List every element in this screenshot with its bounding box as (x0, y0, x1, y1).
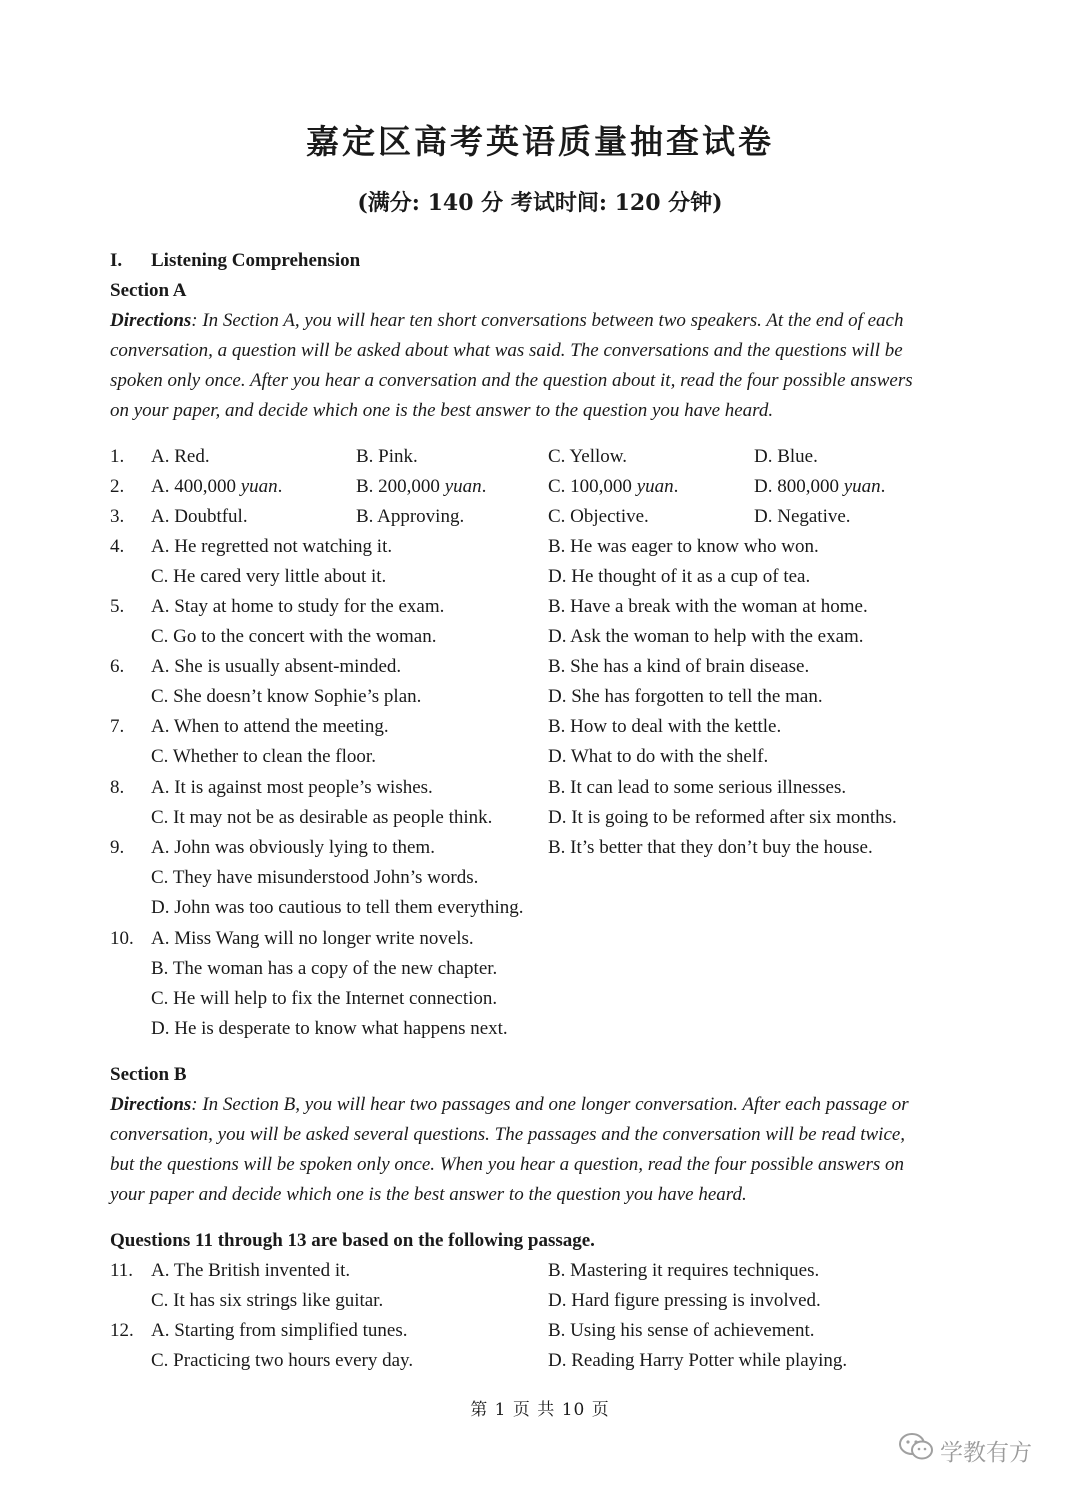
question-number: 12. (110, 1320, 134, 1341)
question-row (0, 712, 1080, 742)
question-row (0, 682, 1080, 712)
section-a-directions-line: conversation, a question will be asked about what was said. The conversations and the questions will be (110, 340, 903, 361)
option-b: B. The woman has a copy of the new chapter. (151, 958, 498, 979)
question-number: 7. (110, 716, 125, 737)
question-group-heading: Questions 11 through 13 are based on the following passage. (110, 1230, 595, 1251)
question-number: 8. (110, 777, 125, 798)
option-d: D. It is going to be reformed after six months. (548, 807, 897, 828)
option-c: C. Yellow. (548, 446, 628, 467)
question-row (0, 622, 1080, 652)
question-row (0, 592, 1080, 622)
question-row (0, 954, 1080, 984)
option-b: B. It can lead to some serious illnesses. (548, 777, 847, 798)
question-number: 4. (110, 536, 125, 557)
question-number: 1. (110, 446, 125, 467)
question-row (0, 863, 1080, 893)
part-label: Listening Comprehension (151, 250, 361, 271)
question-number: 10. (110, 928, 134, 949)
option-a: A. The British invented it. (151, 1260, 351, 1281)
option-d: D. He thought of it as a cup of tea. (548, 566, 811, 587)
option-c: C. He cared very little about it. (151, 566, 387, 587)
option-c: C. It may not be as desirable as people think. (151, 807, 493, 828)
option-d: D. Blue. (754, 446, 818, 467)
option-a: A. Red. (151, 446, 210, 467)
option-d: D. Ask the woman to help with the exam. (548, 626, 864, 647)
question-row (0, 532, 1080, 562)
question-row (0, 1346, 1080, 1376)
page-subtitle: (满分: 140 分 考试时间: 120 分钟) (357, 190, 723, 216)
option-b: B. She has a kind of brain disease. (548, 656, 810, 677)
section-a-directions-line: spoken only once. After you hear a conversation and the question about it, read the four possible answers (110, 370, 913, 391)
question-number: 5. (110, 596, 125, 617)
question-row (0, 472, 1080, 502)
section-a-directions-line: on your paper, and decide which one is the best answer to the question you have heard. (110, 400, 774, 421)
question-row (0, 803, 1080, 833)
wechat-icon (898, 1432, 934, 1468)
section-b-heading: Section B (110, 1064, 187, 1085)
part-heading (110, 246, 360, 276)
question-row (0, 502, 1080, 532)
option-c: C. 100,000 yuan. (548, 476, 679, 497)
option-a: A. She is usually absent-minded. (151, 656, 402, 677)
option-d: D. Hard figure pressing is involved. (548, 1290, 821, 1311)
option-d: D. John was too cautious to tell them everything. (151, 897, 524, 918)
question-row (0, 652, 1080, 682)
option-c: C. They have misunderstood John’s words. (151, 867, 479, 888)
question-number: 2. (110, 476, 125, 497)
option-b: B. Using his sense of achievement. (548, 1320, 815, 1341)
option-c: C. Whether to clean the floor. (151, 746, 376, 767)
section-b-directions-line: but the questions will be spoken only once. When you hear a question, read the four possible answers on (110, 1154, 905, 1175)
option-b: B. Approving. (356, 506, 465, 527)
question-row (0, 1286, 1080, 1316)
section-b-directions-line: conversation, you will be asked several questions. The passages and the conversation will be read twice, (110, 1124, 906, 1145)
part-number: I. (110, 250, 123, 271)
option-a: A. 400,000 yuan. (151, 476, 283, 497)
option-a: A. He regretted not watching it. (151, 536, 393, 557)
question-row (0, 984, 1080, 1014)
question-row (0, 562, 1080, 592)
section-a-directions-line: Directions: In Section A, you will hear ten short conversations between two speakers. At the end of each (110, 310, 904, 331)
option-d: D. He is desperate to know what happens next. (151, 1018, 508, 1039)
watermark (898, 1430, 1032, 1470)
question-row (0, 893, 1080, 923)
option-d: D. Reading Harry Potter while playing. (548, 1350, 848, 1371)
question-row (0, 773, 1080, 803)
question-row (0, 442, 1080, 472)
question-number: 6. (110, 656, 125, 677)
question-row (0, 1014, 1080, 1044)
option-a: A. Doubtful. (151, 506, 248, 527)
option-b: B. Mastering it requires techniques. (548, 1260, 820, 1281)
option-c: C. It has six strings like guitar. (151, 1290, 384, 1311)
option-c: C. Go to the concert with the woman. (151, 626, 437, 647)
option-b: B. 200,000 yuan. (356, 476, 487, 497)
option-c: C. Objective. (548, 506, 649, 527)
option-d: D. What to do with the shelf. (548, 746, 769, 767)
directions-label: Directions (110, 310, 192, 331)
option-a: A. Starting from simplified tunes. (151, 1320, 408, 1341)
directions-label: Directions (110, 1094, 192, 1115)
option-b: B. How to deal with the kettle. (548, 716, 782, 737)
option-a: A. Miss Wang will no longer write novels. (151, 928, 474, 949)
question-row (0, 742, 1080, 772)
option-b: B. It’s better that they don’t buy the house. (548, 837, 873, 858)
option-a: A. When to attend the meeting. (151, 716, 389, 737)
option-d: D. Negative. (754, 506, 851, 527)
option-b: B. He was eager to know who won. (548, 536, 819, 557)
option-c: C. She doesn’t know Sophie’s plan. (151, 686, 422, 707)
page-title: 嘉定区高考英语质量抽查试卷 (306, 122, 774, 161)
option-a: A. John was obviously lying to them. (151, 837, 435, 858)
option-c: C. Practicing two hours every day. (151, 1350, 414, 1371)
question-row (0, 1256, 1080, 1286)
option-c: C. He will help to fix the Internet connection. (151, 988, 498, 1009)
option-a: A. It is against most people’s wishes. (151, 777, 433, 798)
section-b-directions-line: your paper and decide which one is the best answer to the question you have heard. (110, 1184, 747, 1205)
question-number: 3. (110, 506, 125, 527)
page-footer: 第 1 页 共 10 页 (470, 1400, 610, 1420)
option-d: D. She has forgotten to tell the man. (548, 686, 823, 707)
section-b-directions-line: Directions: In Section B, you will hear two passages and one longer conversation. After each passage or (110, 1094, 909, 1115)
question-number: 11. (110, 1260, 134, 1281)
section-a-heading: Section A (110, 280, 187, 301)
option-b: B. Have a break with the woman at home. (548, 596, 868, 617)
question-row (0, 1316, 1080, 1346)
watermark-text: 学教有方 (940, 1439, 1032, 1466)
question-number: 9. (110, 837, 125, 858)
option-d: D. 800,000 yuan. (754, 476, 886, 497)
option-a: A. Stay at home to study for the exam. (151, 596, 445, 617)
question-row (0, 924, 1080, 954)
question-row (0, 833, 1080, 863)
option-b: B. Pink. (356, 446, 418, 467)
